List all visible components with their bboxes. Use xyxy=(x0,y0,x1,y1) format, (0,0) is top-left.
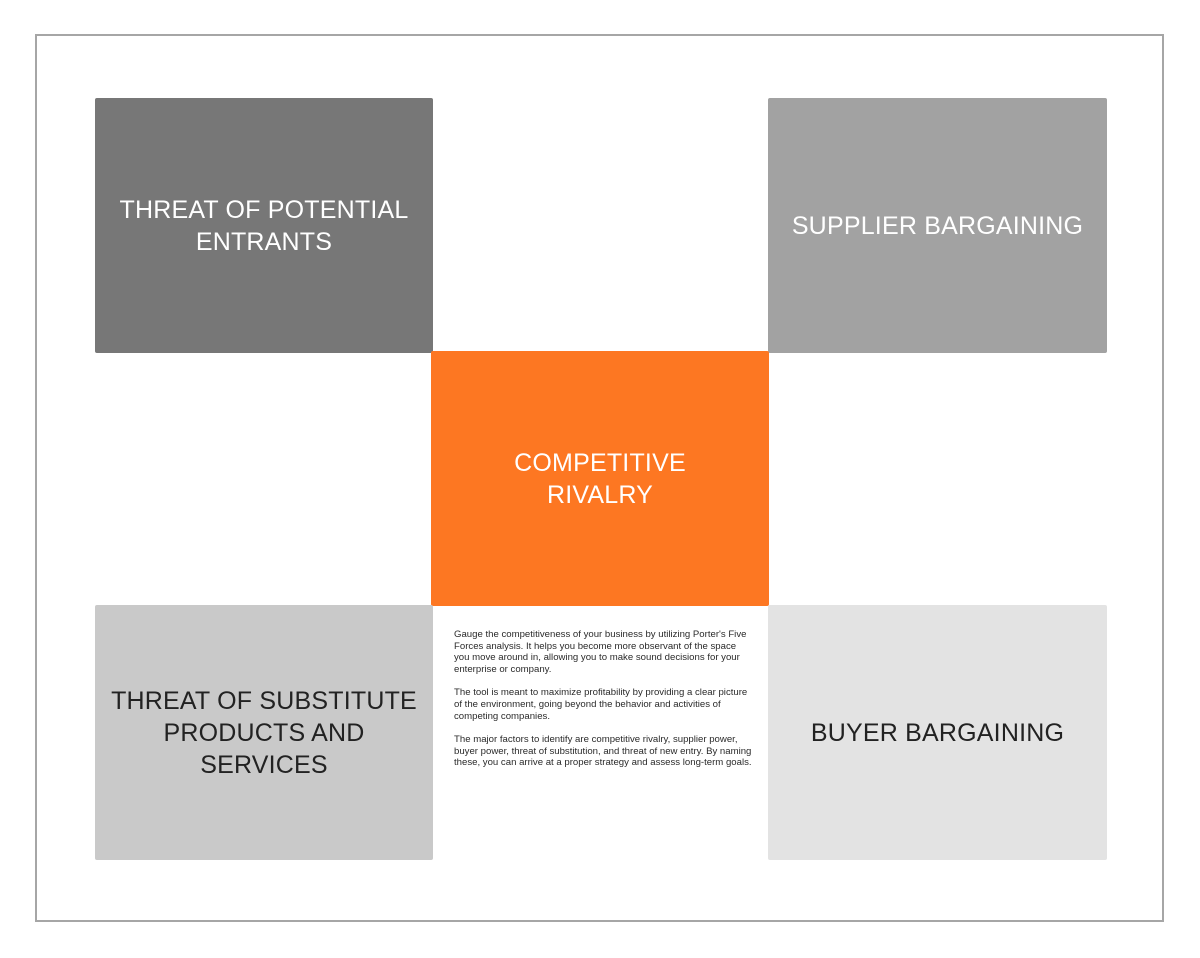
threat-of-substitutes-label: THREAT OF SUBSTITUTE PRODUCTS AND SERVICES xyxy=(111,686,417,779)
supplier-bargaining-label: SUPPLIER BARGAINING xyxy=(791,211,1084,240)
threat-of-substitutes-box xyxy=(95,605,433,860)
competitive-rivalry-box xyxy=(431,351,769,606)
buyer-bargaining-label: BUYER BARGAINING xyxy=(810,718,1065,747)
competitive-rivalry-label: COMPETITIVE RIVALRY xyxy=(514,448,686,509)
description-paragraph-2: The tool is meant to maximize profitability by providing a clear picture of the environment, going beyond the behavior and activities of competing companies. xyxy=(454,687,748,722)
description-paragraph-3: The major factors to identify are competitive rivalry, supplier power, buyer power, threat of substitution, and threat of new entry. By naming these, you can arrive at a proper strategy and assess long-term goals. xyxy=(454,734,752,769)
supplier-bargaining-box xyxy=(768,98,1107,353)
description-text xyxy=(454,629,754,781)
description-paragraph-1: Gauge the competitiveness of your business by utilizing Porter's Five Forces analysis. It helps you become more observant of the space you move around in, allowing you to make sound decisions for your enterprise or company. xyxy=(454,629,747,675)
buyer-bargaining-box xyxy=(768,605,1107,860)
threat-of-entrants-label: THREAT OF POTENTIAL ENTRANTS xyxy=(119,195,409,256)
threat-of-entrants-box xyxy=(95,98,433,353)
